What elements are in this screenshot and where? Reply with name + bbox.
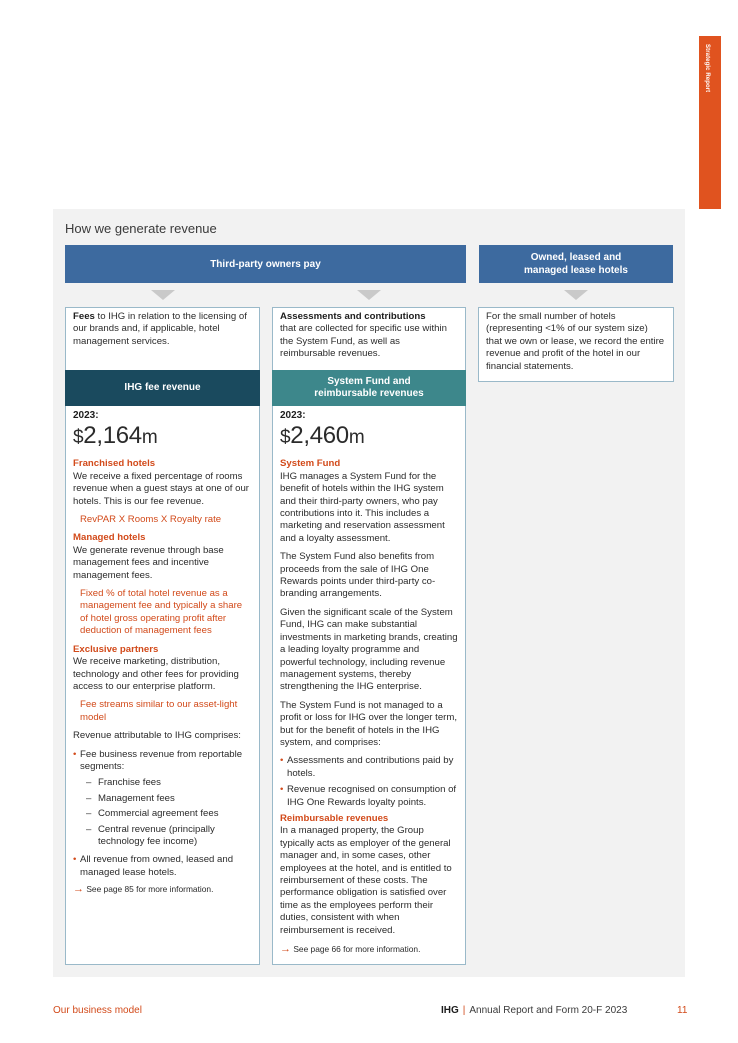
system-fund-list — [280, 755, 458, 809]
revenue-list — [73, 749, 252, 880]
amount-value: 2,460 — [290, 422, 349, 450]
system-fund-text: Given the significant scale of the System Fund, IHG can make substantial investments in marketing brands, creating a leading loyalty programme and powerful technology, including revenue management systems, thereby strengthening the IHG enterprise. — [280, 606, 458, 693]
arrow-right-icon: → — [280, 943, 291, 956]
revenue-amount — [280, 423, 458, 451]
list-item: • Fee business revenue from reportable segments: – Franchise fees – Management fees – Commercial agreement fees – Central revenue (principally technology fee income) — [73, 749, 252, 849]
footer-section-title: Our business model — [53, 1005, 142, 1016]
exclusive-formula: Fee streams similar to our asset-light model — [80, 699, 238, 723]
managed-formula: Fixed % of total hotel revenue as a management fee and typically a share of hotel gross operating profit after deduction of management fees — [80, 588, 243, 637]
list-item: • Assessments and contributions paid by hotels. — [280, 755, 458, 780]
down-arrow-icon — [357, 290, 381, 300]
assessments-box — [272, 307, 466, 371]
page-heading: How we generate revenue — [65, 221, 217, 236]
ihg-fee-revenue-column — [65, 370, 260, 965]
amount-unit: m — [348, 427, 365, 449]
owned-banner — [479, 245, 673, 283]
assessments-bold: Assessments and contributions — [280, 311, 426, 322]
fees-box — [65, 307, 260, 371]
see-page-link[interactable]: → See page 85 for more information. — [73, 883, 214, 896]
list-item: – Commercial agreement fees — [80, 808, 252, 820]
list-item: • All revenue from owned, leased and managed lease hotels. — [73, 854, 252, 879]
franchised-title: Franchised hotels — [73, 458, 156, 470]
exclusive-text: We receive marketing, distribution, technology and other fees for providing access to our enterprise platform. — [73, 656, 239, 692]
fees-bold: Fees — [73, 311, 95, 322]
system-fund-text: The System Fund is not managed to a profit or loss for IHG over the longer term, but for the benefit of hotels in the IHG system, and comprises: — [280, 699, 458, 748]
system-fund-title: System Fund — [280, 458, 341, 470]
column-header: IHG fee revenue — [65, 370, 260, 406]
system-fund-text: IHG manages a System Fund for the benefit of hotels within the IHG system and their third-party owners, who pay contributions into it. This includes a marketing and reservation assessment and a loyalty assessment. — [280, 470, 445, 544]
system-fund-column — [272, 370, 466, 965]
section-tab[interactable] — [699, 36, 721, 209]
owned-banner-label: Owned, leased and managed lease hotels — [524, 252, 628, 276]
currency-symbol: $ — [280, 427, 291, 449]
owned-text: For the small number of hotels (representing <1% of our system size) that we own or lease, we record the entire revenue and profit of the hotel in our financial statements. — [486, 311, 665, 372]
managed-title: Managed hotels — [73, 532, 146, 544]
year-label: 2023: — [73, 410, 99, 421]
list-item: – Franchise fees — [80, 777, 252, 789]
reimbursable-text: In a managed property, the Group typically acts as employer of the general manager and, in some cases, other employees at the hotel, and is entitled to reimbursement of these costs. The performance obligation is satisfied over time as the employees perform their duties, consistent with when reimbursement is received. — [280, 825, 452, 936]
year-label: 2023: — [280, 410, 306, 421]
assessments-text: that are collected for specific use within the System Fund, as well as reimbursable revenues. — [280, 323, 447, 360]
column-header: System Fund and reimbursable revenues — [272, 370, 466, 406]
franchised-text: We receive a fixed percentage of rooms revenue when a guest stays at one of our hotels. This is our fee revenue. — [73, 470, 249, 507]
third-party-banner-label: Third-party owners pay — [210, 258, 321, 270]
revenue-amount — [73, 423, 252, 451]
amount-unit: m — [141, 427, 158, 449]
page-number: 11 — [677, 1005, 688, 1016]
footer-brand: IHG — [441, 1005, 459, 1016]
see-page-link[interactable]: → See page 66 for more information. — [280, 943, 421, 956]
managed-text: We generate revenue through base management fees and incentive management fees. — [73, 544, 224, 581]
system-fund-text: The System Fund also benefits from proceeds from the sale of IHG One Rewards points under third-party co-branding arrangements. — [280, 551, 436, 600]
list-item: – Central revenue (principally technology fee income) — [80, 824, 252, 849]
owned-box — [478, 307, 674, 382]
down-arrow-icon — [564, 290, 588, 300]
list-item: • Revenue recognised on consumption of IHG One Rewards loyalty points. — [280, 784, 458, 809]
footer-report-title: IHG | Annual Report and Form 20-F 2023 — [441, 1005, 628, 1016]
list-item: – Management fees — [80, 793, 252, 805]
fees-text: to IHG in relation to the licensing of our brands and, if applicable, hotel management services. — [73, 311, 247, 347]
section-tab-label: Strategic Report — [704, 44, 710, 93]
amount-value: 2,164 — [83, 422, 142, 450]
third-party-banner — [65, 245, 466, 283]
exclusive-title: Exclusive partners — [73, 643, 159, 655]
down-arrow-icon — [151, 290, 175, 300]
attributable-text: Revenue attributable to IHG comprises: — [73, 730, 241, 742]
currency-symbol: $ — [73, 427, 84, 449]
sub-list — [80, 777, 252, 848]
franchised-formula: RevPAR X Rooms X Royalty rate — [80, 514, 222, 526]
reimbursable-title: Reimbursable revenues — [280, 812, 389, 824]
arrow-right-icon: → — [73, 883, 84, 896]
